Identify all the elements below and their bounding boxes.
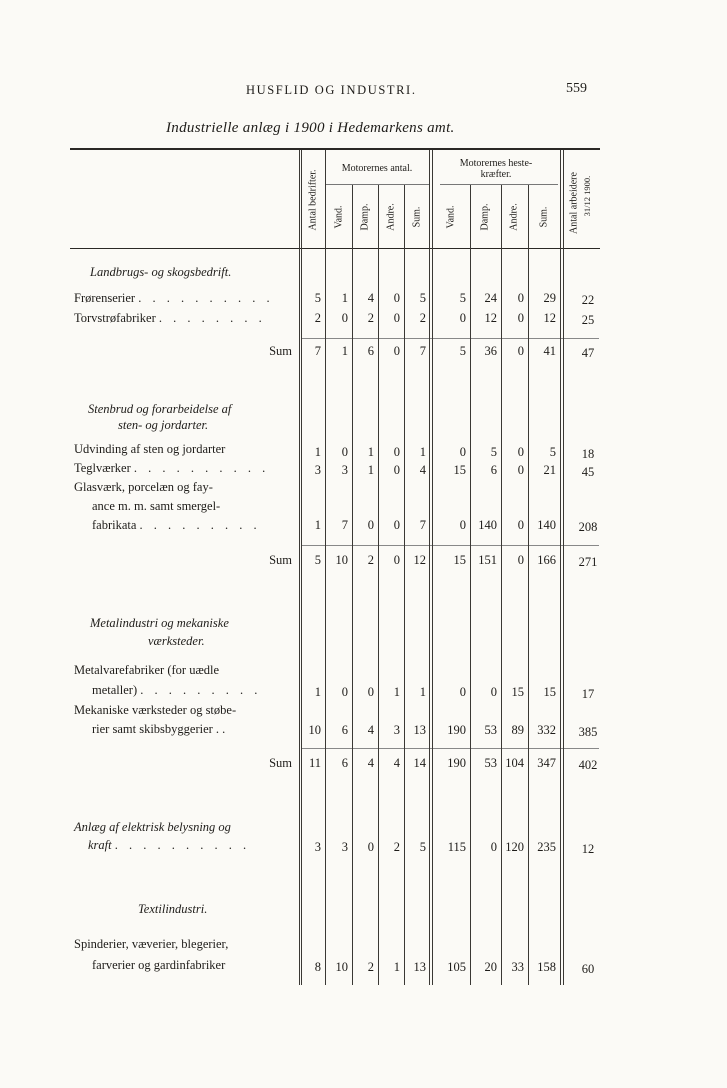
cell-arbeidere: 385 (578, 725, 598, 739)
cell-vand: 0 (341, 311, 348, 325)
cell-damp: 4 (367, 756, 374, 770)
header-antal-bedrifter: Antal bedrifter. (307, 169, 319, 231)
cell-hk-vand: 5 (459, 344, 466, 358)
cell-damp: 0 (367, 685, 374, 699)
cell-damp: 1 (367, 463, 374, 477)
section-title: sten- og jordarter. (118, 418, 209, 432)
cell-sum: 1 (419, 445, 426, 459)
cell-hk-vand: 0 (459, 445, 466, 459)
table-title: Industrielle anlæg i 1900 i Hedemarkens amt. (166, 120, 455, 136)
cell-andre: 4 (393, 756, 400, 770)
row-label: Torvstrøfabriker . . . . . . . . (74, 311, 266, 325)
cell-arbeidere: 47 (581, 346, 595, 360)
row-label: metaller) . . . . . . . . . (92, 683, 262, 697)
sum-rule-2 (301, 545, 599, 546)
cell-arbeidere: 208 (578, 520, 598, 534)
cell-vand: 3 (341, 840, 348, 854)
row-label: Frørenserier . . . . . . . . . . (74, 291, 274, 305)
row-label: Udvinding af sten og jordarter (74, 442, 226, 456)
sum-label: Sum (269, 344, 292, 358)
cell-arbeidere: 12 (581, 842, 595, 856)
cell-andre: 3 (393, 723, 400, 737)
header-hk-sum: Sum. (538, 206, 550, 228)
cell-vand: 7 (341, 518, 348, 532)
section-title: værksteder. (148, 634, 205, 648)
cell-vand: 6 (341, 723, 348, 737)
row-label: fabrikata . . . . . . . . . (92, 518, 261, 532)
cell-andre: 0 (393, 445, 400, 459)
row-label: ance m. m. samt smergel- (92, 499, 221, 513)
section-title: Metalindustri og mekaniske (90, 616, 229, 630)
cell-hk-damp: 53 (484, 723, 497, 737)
cell-andre: 0 (393, 311, 400, 325)
cell-hk-damp: 20 (484, 960, 497, 974)
cell-arbeidere: 45 (581, 465, 595, 479)
cell-hk-vand: 15 (453, 463, 466, 477)
header-antal-damp: Damp. (359, 203, 371, 231)
cell-damp: 2 (367, 311, 374, 325)
cell-arbeidere: 22 (581, 293, 595, 307)
cell-hk-damp: 24 (484, 291, 497, 305)
cell-hk-damp: 140 (478, 518, 497, 532)
header-antal-andre: Andre. (385, 203, 397, 231)
cell-antal-bedrifter: 2 (314, 311, 321, 325)
cell-antal-bedrifter: 11 (308, 756, 321, 770)
row-label: Glasværk, porcelæn og fay- (74, 480, 213, 494)
cell-sum: 5 (419, 840, 426, 854)
header-hk-vand: Vand. (445, 205, 457, 229)
cell-andre: 0 (393, 344, 400, 358)
row-label: Mekaniske værksteder og støbe- (74, 703, 237, 717)
cell-hk-sum: 29 (543, 291, 556, 305)
cell-sum: 4 (419, 463, 426, 477)
cell-antal-bedrifter: 3 (314, 463, 321, 477)
section-title: Textilindustri. (138, 902, 208, 916)
cell-damp: 2 (367, 960, 374, 974)
col-line-m (563, 150, 564, 985)
cell-hk-damp: 53 (484, 756, 497, 770)
row-label: Teglværker . . . . . . . . . . (74, 461, 270, 475)
cell-hk-vand: 190 (447, 723, 466, 737)
section-title: Stenbrud og forarbeidelse af (88, 402, 232, 416)
cell-hk-sum: 158 (537, 960, 556, 974)
cell-arbeidere: 60 (581, 962, 595, 976)
row-label: rier samt skibsbyggerier . . (92, 722, 226, 736)
cell-antal-bedrifter: 1 (314, 445, 321, 459)
cell-hk-damp: 0 (490, 685, 497, 699)
cell-antal-bedrifter: 1 (314, 518, 321, 532)
cell-hk-damp: 36 (484, 344, 497, 358)
cell-damp: 0 (367, 518, 374, 532)
cell-hk-sum: 5 (549, 445, 556, 459)
cell-hk-sum: 140 (537, 518, 556, 532)
cell-sum: 2 (419, 311, 426, 325)
cell-hk-andre: 0 (517, 344, 524, 358)
cell-hk-vand: 15 (453, 553, 466, 567)
cell-hk-vand: 5 (459, 291, 466, 305)
row-label: Spinderier, væverier, blegerier, (74, 937, 229, 951)
cell-hk-sum: 12 (543, 311, 556, 325)
cell-hk-andre: 0 (517, 553, 524, 567)
cell-hk-andre: 0 (517, 463, 524, 477)
cell-hk-vand: 115 (447, 840, 466, 854)
row-label: farverier og gardinfabriker (92, 958, 226, 972)
cell-antal-bedrifter: 8 (314, 960, 321, 974)
cell-andre: 1 (393, 960, 400, 974)
cell-arbeidere: 25 (581, 313, 595, 327)
cell-hk-damp: 0 (490, 840, 497, 854)
cell-antal-bedrifter: 10 (308, 723, 321, 737)
cell-sum: 7 (419, 344, 426, 358)
page-number: 559 (566, 81, 587, 96)
sum-label: Sum (269, 553, 292, 567)
cell-hk-sum: 235 (537, 840, 556, 854)
header-antal-vand: Vand. (333, 205, 345, 229)
cell-hk-andre: 0 (517, 445, 524, 459)
cell-andre: 0 (393, 291, 400, 305)
section-title: kraft . . . . . . . . . . (88, 838, 251, 852)
cell-hk-sum: 21 (543, 463, 556, 477)
motor-hk-underline (440, 184, 558, 185)
cell-andre: 1 (393, 685, 400, 699)
sum-label: Sum (269, 756, 292, 770)
cell-andre: 2 (393, 840, 400, 854)
cell-hk-vand: 0 (459, 311, 466, 325)
cell-hk-andre: 89 (511, 723, 524, 737)
cell-andre: 0 (393, 518, 400, 532)
cell-hk-vand: 0 (459, 518, 466, 532)
cell-damp: 4 (367, 723, 374, 737)
cell-sum: 5 (419, 291, 426, 305)
cell-antal-bedrifter: 5 (314, 553, 321, 567)
cell-arbeidere: 18 (581, 447, 595, 461)
header-arbeidere-date: 31/12 1900. (582, 175, 592, 217)
cell-damp: 4 (367, 291, 374, 305)
cell-hk-damp: 151 (478, 553, 497, 567)
header-antal-sum: Sum. (411, 206, 423, 228)
cell-vand: 0 (341, 445, 348, 459)
cell-vand: 10 (335, 553, 348, 567)
header-arbeidere: Antal arbeidere (568, 172, 580, 234)
cell-vand: 3 (341, 463, 348, 477)
cell-sum: 13 (413, 723, 426, 737)
cell-andre: 0 (393, 463, 400, 477)
cell-hk-damp: 5 (490, 445, 497, 459)
cell-damp: 0 (367, 840, 374, 854)
header-motor-hk: Motorernes heste- kræfter. (459, 158, 533, 180)
cell-sum: 12 (413, 553, 426, 567)
header-hk-damp: Damp. (479, 203, 491, 231)
cell-hk-sum: 166 (537, 553, 556, 567)
cell-hk-sum: 332 (537, 723, 556, 737)
cell-damp: 2 (367, 553, 374, 567)
cell-sum: 7 (419, 518, 426, 532)
row-label: Metalvarefabriker (for uædle (74, 663, 220, 677)
top-rule (70, 148, 600, 150)
motor-antal-underline (325, 184, 429, 185)
cell-hk-andre: 15 (511, 685, 524, 699)
cell-damp: 6 (367, 344, 374, 358)
col-line-l (560, 150, 561, 985)
cell-hk-damp: 12 (484, 311, 497, 325)
cell-hk-vand: 0 (459, 685, 466, 699)
cell-hk-andre: 0 (517, 311, 524, 325)
cell-arbeidere: 17 (581, 687, 595, 701)
cell-hk-sum: 15 (543, 685, 556, 699)
cell-hk-damp: 6 (490, 463, 497, 477)
cell-sum: 14 (413, 756, 426, 770)
header-motor-antal: Motorernes antal. (341, 163, 413, 174)
cell-sum: 13 (413, 960, 426, 974)
cell-damp: 1 (367, 445, 374, 459)
cell-vand: 6 (341, 756, 348, 770)
cell-vand: 10 (335, 960, 348, 974)
cell-antal-bedrifter: 7 (314, 344, 321, 358)
cell-hk-andre: 33 (511, 960, 524, 974)
section-title: Anlæg af elektrisk belysning og (74, 820, 231, 834)
header-hk-andre: Andre. (508, 203, 520, 231)
cell-arbeidere: 271 (578, 555, 598, 569)
cell-antal-bedrifter: 5 (314, 291, 321, 305)
cell-hk-andre: 0 (517, 291, 524, 305)
header-bottom-rule (70, 248, 600, 249)
cell-hk-vand: 105 (447, 960, 466, 974)
cell-vand: 1 (341, 291, 348, 305)
sum-rule-3 (301, 748, 599, 749)
running-header: HUSFLID OG INDUSTRI. (246, 83, 417, 97)
cell-antal-bedrifter: 1 (314, 685, 321, 699)
sum-rule-1 (301, 338, 599, 339)
cell-vand: 1 (341, 344, 348, 358)
cell-hk-sum: 41 (543, 344, 556, 358)
cell-sum: 1 (419, 685, 426, 699)
cell-vand: 0 (341, 685, 348, 699)
cell-andre: 0 (393, 553, 400, 567)
cell-hk-andre: 120 (505, 840, 524, 854)
section-title: Landbrugs- og skogsbedrift. (90, 265, 232, 279)
cell-hk-andre: 0 (517, 518, 524, 532)
cell-antal-bedrifter: 3 (314, 840, 321, 854)
cell-hk-vand: 190 (447, 756, 466, 770)
cell-hk-andre: 104 (505, 756, 524, 770)
cell-hk-sum: 347 (537, 756, 556, 770)
cell-arbeidere: 402 (578, 758, 598, 772)
